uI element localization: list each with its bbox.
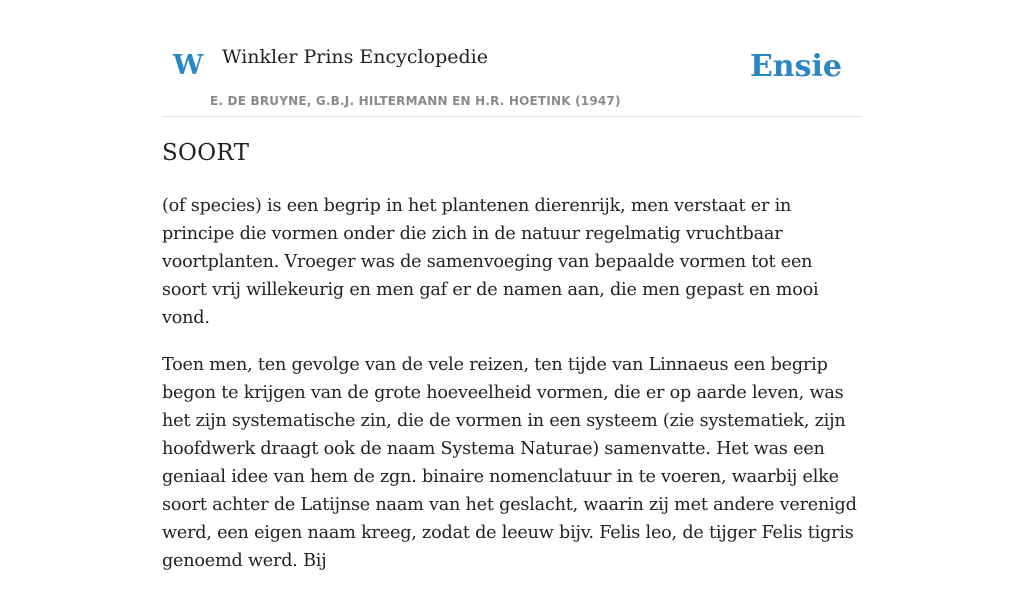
article-title: SOORT xyxy=(162,140,250,166)
book-authors: E. DE BRUYNE, G.B.J. HILTERMANN EN H.R. HOETINK (1947) xyxy=(210,94,621,108)
article-body xyxy=(162,192,862,594)
site-header xyxy=(162,0,862,117)
winkler-prins-logo[interactable]: W xyxy=(173,50,204,81)
ensie-brand-link[interactable]: Ensie xyxy=(749,49,842,84)
page xyxy=(162,0,862,571)
article-paragraph-2: Toen men, ten gevolge van de vele reizen, ten tijde van Linnaeus een begrip begon te krijgen van de grote hoeveelheid vormen, die er op aarde leven, was het zijn systematische zin, die de vormen in een systeem (zie systematiek, zijn hoofdwerk draagt ook de naam Systema Naturae) samenvatte. Het was een geniaal idee van hem de zgn. binaire nomenclatuur in te voeren, waarbij elke soort achter de Latijnse naam van het geslacht, waarin zij met andere verenigd werd, een eigen naam kreeg, zodat de leeuw bijv. Felis leo, de tijger Felis tigris genoemd werd. Bij xyxy=(162,355,857,571)
article-paragraph-1: (of species) is een begrip in het plantenen dierenrijk, men verstaat er in principe die vormen onder die zich in de natuur regelmatig vruchtbaar voortplanten. Vroeger was de samenvoeging van bepaalde vormen tot een soort vrij willekeurig en men gaf er de namen aan, die men gepast en mooi vond. xyxy=(162,196,819,328)
book-title-link[interactable]: Winkler Prins Encyclopedie xyxy=(222,46,488,68)
